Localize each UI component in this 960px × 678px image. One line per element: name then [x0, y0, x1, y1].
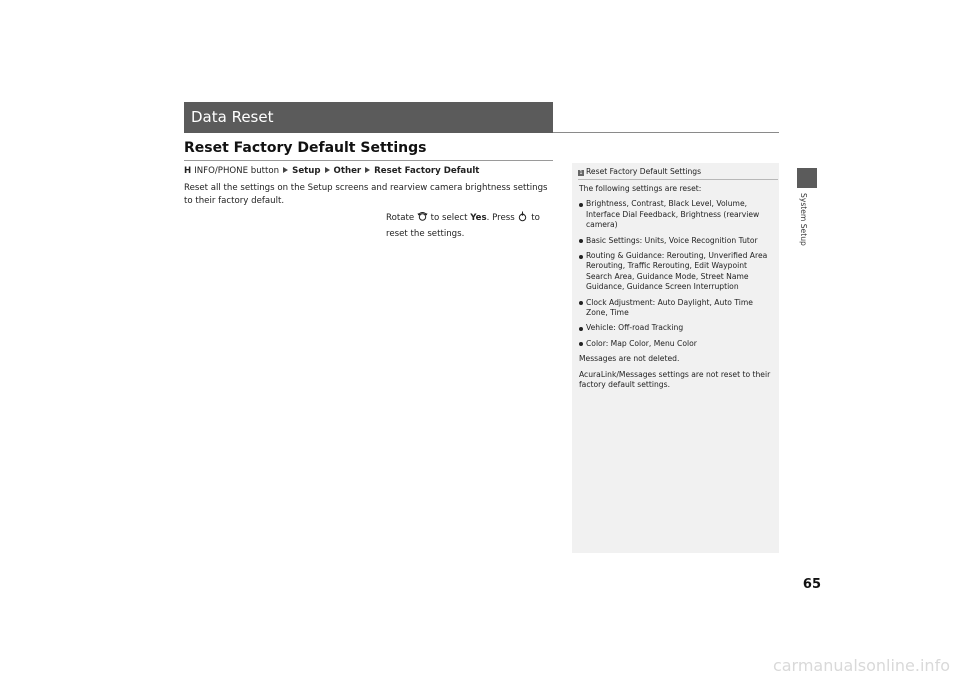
- chapter-tab: [797, 168, 817, 188]
- list-item: Routing & Guidance: Rerouting, Unverified Area Rerouting, Traffic Rerouting, Edit Waypoint Search Area, Guidance Mode, Street Name Guidance, Guidance Screen Interruption: [579, 251, 773, 293]
- press-knob-icon: [517, 211, 528, 227]
- list-item: Vehicle: Off-road Tracking: [579, 323, 773, 333]
- step-press: . Press: [486, 213, 515, 223]
- watermark: carmanualsonline.info: [772, 656, 950, 675]
- instruction-step: [386, 211, 556, 241]
- sidebar-body: [572, 180, 779, 391]
- list-item: Basic Settings: Units, Voice Recognition Tutor: [579, 236, 773, 246]
- title-rule: [184, 160, 553, 161]
- breadcrumb: [184, 166, 553, 176]
- section-title-bar: [184, 102, 553, 133]
- list-item: Color: Map Color, Menu Color: [579, 339, 773, 349]
- home-icon: H: [184, 166, 192, 176]
- step-to-select: to select: [430, 213, 468, 223]
- step-reset: reset the settings.: [386, 229, 465, 239]
- sidebar-list: [579, 199, 773, 349]
- arrow-right-icon: [283, 167, 288, 173]
- breadcrumb-item-info-phone: INFO/PHONE button: [194, 166, 280, 176]
- breadcrumb-item-setup: Setup: [292, 166, 321, 176]
- section-rule: [553, 132, 779, 133]
- rotate-knob-icon: [417, 211, 428, 227]
- arrow-right-icon: [365, 167, 370, 173]
- step-yes: Yes: [470, 213, 487, 223]
- sidebar-heading: [578, 167, 778, 180]
- sidebar-heading-text: Reset Factory Default Settings: [586, 167, 702, 176]
- step-to: to: [531, 213, 540, 223]
- chapter-tab-label: System Setup: [799, 193, 808, 246]
- sidebar-intro: The following settings are reset:: [579, 184, 702, 193]
- note-icon: 1: [579, 170, 583, 176]
- arrow-right-icon: [325, 167, 330, 173]
- info-sidebar: [572, 163, 779, 553]
- description: Reset all the settings on the Setup screens and rearview camera brightness settings to their factory default.: [184, 183, 548, 206]
- breadcrumb-item-reset-factory-default: Reset Factory Default: [374, 166, 480, 176]
- sidebar-note-messages: Messages are not deleted.: [579, 354, 680, 364]
- breadcrumb-item-other: Other: [333, 166, 362, 176]
- page-number: 65: [802, 577, 821, 592]
- section-title: Data Reset: [191, 108, 274, 126]
- list-item: Brightness, Contrast, Black Level, Volume, Interface Dial Feedback, Brightness (rearview camera): [579, 199, 773, 230]
- step-rotate: Rotate: [386, 213, 415, 223]
- sidebar-note-acuralink: AcuraLink/Messages settings are not reset to their factory default settings.: [579, 369, 771, 390]
- list-item: Clock Adjustment: Auto Daylight, Auto Time Zone, Time: [579, 298, 773, 319]
- page-title: Reset Factory Default Settings: [184, 140, 427, 156]
